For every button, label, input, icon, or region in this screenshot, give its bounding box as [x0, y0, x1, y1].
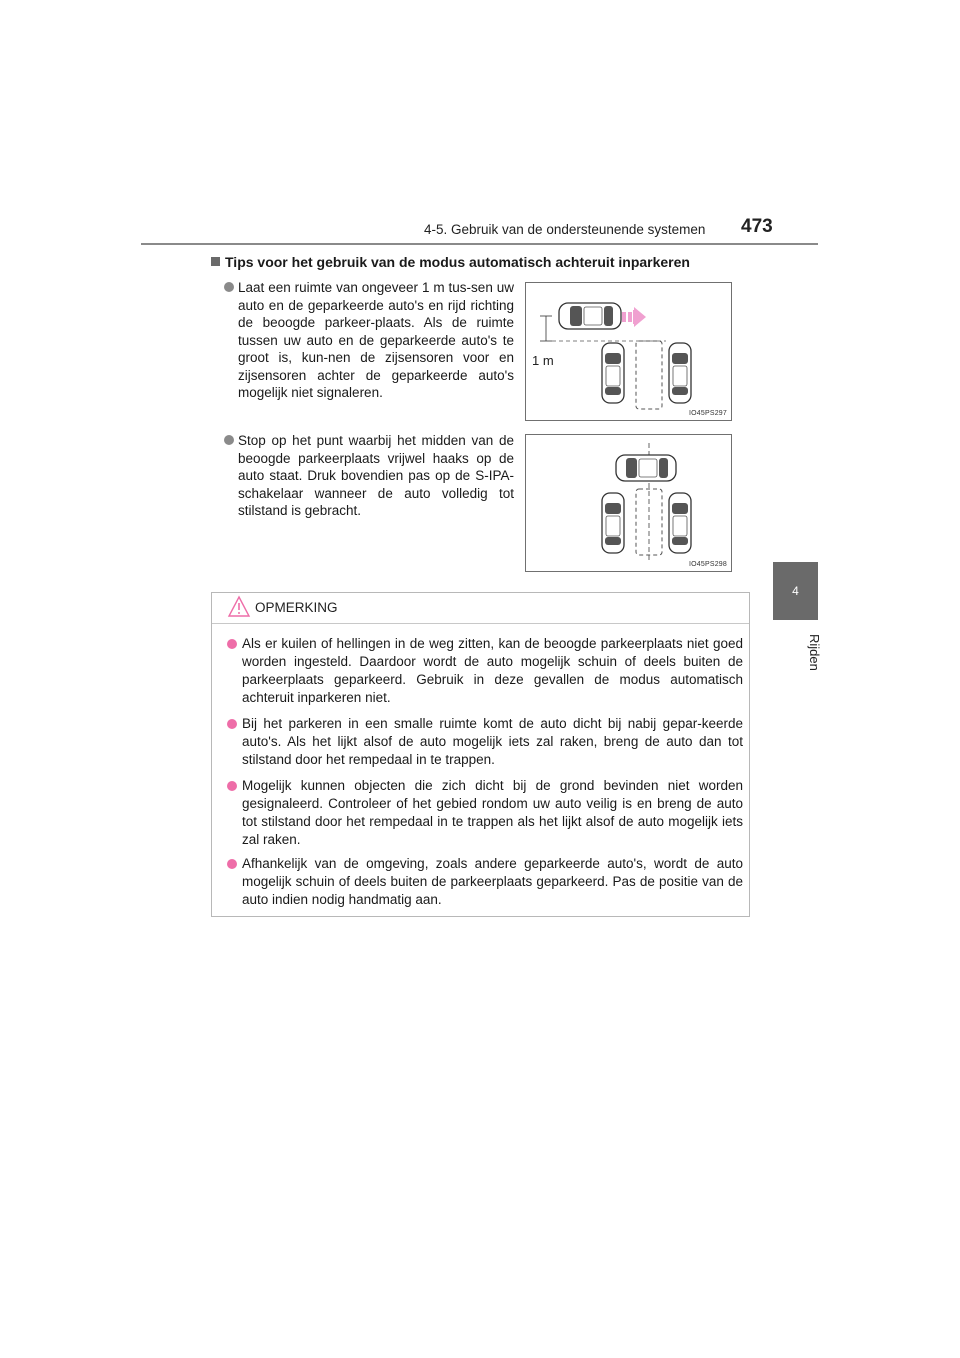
parked-car-right-icon	[669, 493, 691, 553]
chapter-label: Rijden	[807, 633, 822, 671]
note-box	[211, 592, 750, 917]
target-parking-space	[636, 489, 662, 555]
bullet-dot-icon	[227, 781, 237, 791]
note-title: OPMERKING	[255, 600, 338, 615]
section-heading	[211, 254, 690, 270]
square-bullet-icon	[211, 257, 220, 266]
distance-label: 1 m	[532, 353, 554, 368]
bullet-dot-icon	[227, 639, 237, 649]
tip-bullet-2	[238, 432, 514, 520]
target-parking-space	[636, 341, 662, 409]
direction-arrow-icon	[622, 307, 646, 327]
note-item-text: Als er kuilen of hellingen in de weg zitten, kan de beoogde parkeerplaats niet goed worden ingesteld. Daardoor wordt de auto mogelijk schuin of deels buiten de parkeerplaats geparkeerd. Gebruik in deze gevallen de modus automatisch achteruit inparkeren niet.	[242, 636, 743, 705]
chapter-number: 4	[792, 584, 799, 598]
parking-illustration-1	[526, 283, 731, 420]
tip-bullet-1	[238, 279, 514, 402]
figure-code: IO45PS297	[689, 410, 727, 417]
bullet-dot-icon	[224, 435, 234, 445]
header-rule	[141, 243, 818, 245]
parked-car-right-icon	[669, 343, 691, 403]
section-heading-text: Tips voor het gebruik van de modus automatisch achteruit inparkeren	[225, 254, 690, 270]
bullet-dot-icon	[224, 282, 234, 292]
figure-code: IO45PS298	[689, 561, 727, 568]
bullet-dot-icon	[227, 719, 237, 729]
note-item-1	[242, 635, 743, 707]
note-item-2	[242, 715, 743, 769]
tip-bullet-text: Laat een ruimte van ongeveer 1 m tus-sen uw auto en de geparkeerde auto's en rijd richting de beoogde parkeer-plaats. Als de ruimte tussen uw auto en de geparkeerde auto's te groot is, kun-nen de zijsensoren voor en zijsensoren achter de geparkeerde auto's mogelijk niet signaleren.	[238, 280, 514, 400]
warning-triangle-icon	[227, 595, 251, 619]
figure-stop-position	[525, 434, 732, 572]
running-header: 4-5. Gebruik van de ondersteunende systemen	[424, 222, 706, 237]
note-item-text: Afhankelijk van de omgeving, zoals andere geparkeerde auto's, wordt de auto mogelijk schuin of deels buiten de parkeerplaats geparkeerd. Pas de positie van de auto indien nodig handmatig aan.	[242, 856, 743, 907]
bullet-dot-icon	[227, 859, 237, 869]
note-item-text: Mogelijk kunnen objecten die zich dicht bij de grond bevinden niet worden gesignaleerd. Controleer of het gebied rondom uw auto veilig is en breng de auto tot stilstand door het rempedaal in te trappen als het lijkt alsof de auto mogelijk iets zal raken.	[242, 778, 743, 847]
parked-car-left-icon	[602, 343, 624, 403]
note-item-text: Bij het parkeren in een smalle ruimte komt de auto dicht bij nabij gepar-keerde auto's. Als het lijkt alsof de auto mogelijk iets zal raken, breng de auto dan tot stilstand door het rempedaal in te trappen.	[242, 716, 743, 767]
page-number: 473	[741, 216, 773, 237]
note-item-3	[242, 777, 743, 849]
parked-car-left-icon	[602, 493, 624, 553]
chapter-tab	[773, 562, 818, 620]
note-item-4	[242, 855, 743, 909]
parking-illustration-2	[526, 435, 731, 571]
figure-approach-parking	[525, 282, 732, 421]
stopped-car-icon	[616, 455, 676, 481]
tip-bullet-text: Stop op het punt waarbij het midden van de beoogde parkeerplaats vrijwel haaks op de auto staat. Druk bovendien pas op de S-IPA-schakelaar wanneer de auto volledig tot stilstand is gebracht.	[238, 433, 514, 518]
note-header	[212, 593, 749, 624]
moving-car-icon	[559, 303, 621, 329]
